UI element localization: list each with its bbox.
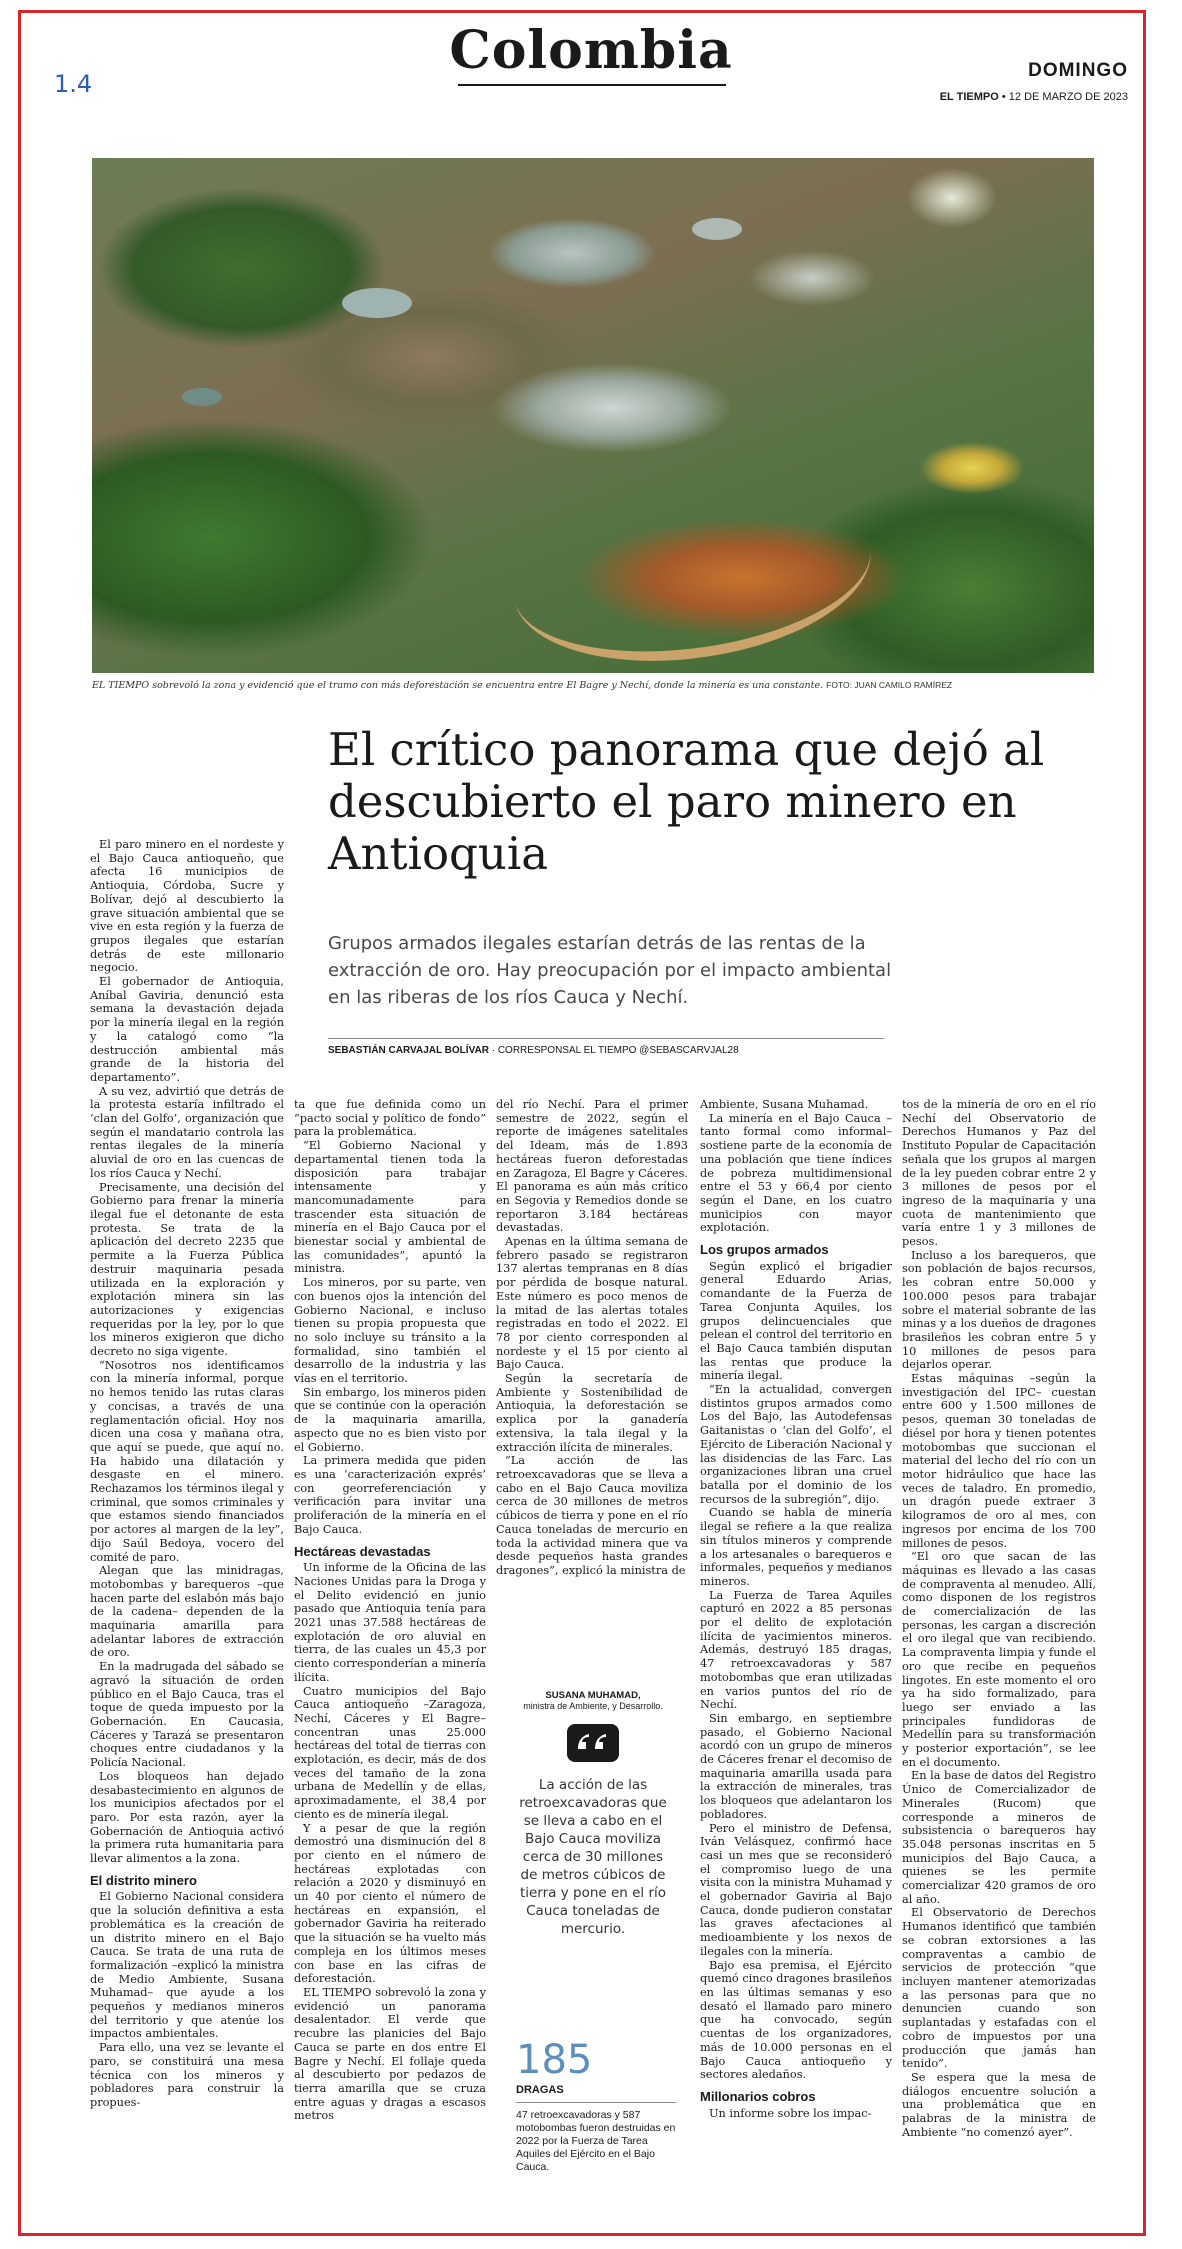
paragraph: Se espera que la mesa de diálogos encuentre solución a una problemática que en palabras de la ministra de Ambiente “no comenzó ayer”. [902,2070,1096,2139]
paragraph: Alegan que las minidragas, motobombas y barequeros –que hacen parte del eslabón más bajo de la cadena– dependen de la maquinaria amarilla para adelantar labores de extracción de oro. [90,1564,284,1660]
paragraph: “En la actualidad, convergen distintos grupos armados como Los del Bajo, las Autodefensas Gaitanistas o ‘clan del Golfo’, el Ejército de Liberación Nacional y las disidencias de las Farc. Las organizaciones libran una cruel batalla por el dominio de los recursos de la subregión”, dijo. [700,1383,892,1506]
text-column-5 [902,1098,1096,2139]
byline [328,1045,739,1056]
paragraph: tos de la minería de oro en el río Nechí del Observatorio de Derechos Humanos y Paz del Instituto Popular de Capacitación señala que los grupos al margen de la ley pueden cobrar entre 2 y 3 millones de pesos por el ingreso de la maquinaria y una cuota de mantenimiento que varía entre 1 y 3 millones de pesos. [902,1098,1096,1249]
paragraph: Incluso a los barequeros, que son población de bajos recursos, les cobran entre 50.000 y 100.000 pesos para trabajar sobre el material sobrante de las minas y a los dueños de dragones brasileños les cobran entre 5 y 10 millones de pesos para dejarlos operar. [902,1248,1096,1372]
paragraph: El Gobierno Nacional considera que la solución definitiva a esta problemática es la creación de un distrito minero en el Bajo Cauca. Se trata de una ruta de formalización –explicó la ministra de Medio Ambiente, Susana Muhamad– que ayude a los pequeños y medianos mineros del territorio y que atenúe los impactos ambientales. [90,1890,284,2041]
paragraph: En la madrugada del sábado se agravó la situación de orden público en el Bajo Cauca, tras el toque de queda impuesto por la Gobernación. En Caucasia, Cáceres y Tarazá se presentaron choques entre ciudadanos y la Policía Nacional. [90,1660,284,1770]
dateline [940,91,1128,103]
paragraph: Bajo esa premisa, el Ejército quemó cinco dragones brasileños en las últimas semanas y eso desató el llamado paro minero que ha convocado, según cuentas de los organizadores, más de 10.000 personas en el Bajo Cauca antioqueño y sectores aledaños. [700,1958,892,2082]
issue-date: • 12 DE MARZO DE 2023 [1001,91,1128,103]
paragraph: del río Nechí. Para el primer semestre de 2022, según el reporte de imágenes satelitales del Ideam, más de 1.893 hectáreas fueron deforestadas en Zaragoza, El Bagre y Cáceres. El panorama es aún más crítico en Segovia y Remedios donde se reportaron 3.184 hectáreas devastadas. [496,1098,688,1235]
paragraph: Cuatro municipios del Bajo Cauca antioqueño –Zaragoza, Nechí, Cáceres y El Bagre– concentran unas 25.000 hectáreas del total de tierras con explotación, es decir, más de dos veces del tamaño de la zona urbana de Medellín y de ellas, aproximadamente, el 38,4 por ciento es de minería ilegal. [294,1684,486,1821]
newspaper-name: EL TIEMPO [939,91,999,103]
paragraph: Pero el ministro de Defensa, Iván Velásquez, confirmó hace casi un mes que se reconsideró el compromiso luego de una visita con la ministra Muhamad y el gobernador Gaviria al Bajo Cauca, donde pudieron constatar las graves afectaciones al medioambiente y los nexos de ilegales con la minería. [700,1821,892,1958]
subheading: Los grupos armados [700,1242,829,1258]
paragraph: Un informe sobre los impac- [709,2106,872,2120]
paragraph: En la base de datos del Registro Único de Comercializador de Minerales (Rucom) que corresponde a mineros de subsistencia o barequeros hay 35.048 personas inscritas en 5 municipios del Bajo Cauca, a quienes se les permite comercializar 420 gramos de oro al año. [902,1769,1096,1906]
photo-pond [182,388,222,406]
article-headline: El crítico panorama que dejó al descubierto el paro minero en Antioquia [328,723,1045,880]
paragraph: Estas máquinas –según la investigación del IPC– cuestan entre 600 y 1.500 millones de pesos, queman 30 toneladas de diésel por hora y tienen potentes motobombas que succionan el material del lecho del río con un motor hidráulico que hace las veces de taladro. En promedio, un dragón puede extraer 3 kilogramos de oro al mes, con ingresos por encima de los 700 millones de pesos. [902,1372,1096,1550]
subheading: Hectáreas devastadas [294,1543,431,1559]
paragraph: “La acción de las retroexcavadoras que se lleva a cabo en el Bajo Cauca moviliza cerca de 30 millones de metros cúbicos de tierra y pone en el río Cauca toneladas de mercurio en toda la actividad minera que va desde pequeños hasta grandes dragones”, explicó la ministra de [496,1454,688,1577]
paragraph: La minería en el Bajo Cauca –tanto formal como informal– sostiene parte de la economía de una población que tiene índices de pobreza multidimensional entre el 53 y 66,4 por ciento según el Dane, en los cuatro municipios con mayor explotación. [700,1111,892,1235]
paragraph: Para ello, una vez se levante el paro, se constituirá una mesa técnica con los mineros y pobladores para construir la propues- [90,2041,284,2109]
header-rule [458,84,726,86]
stat-number: 185 [516,2037,593,2083]
stat-rule [516,2102,676,2103]
paragraph: Sin embargo, los mineros piden que se continúe con la operación de la maquinaria amarilla, aspecto que no es bien visto por el Gobierno. [294,1385,486,1454]
paragraph: “El oro que sacan de las máquinas es llevado a las casas de compraventa al menudeo. Allí, como disponen de los registros de comercialización de las personas, les cargan a discreción el oro ilegal que van recibiendo. La compraventa limpia y funde el oro que recibe en pequeños lingotes. En este momento el oro ya ha sido formalizado, para luego ser enviado a las principales fundidoras de Medellín para su transformación y posterior exportación”, se lee en el documento. [902,1550,1096,1769]
paragraph: La Fuerza de Tarea Aquiles capturó en 2022 a 85 personas por el delito de explotación ilícita de yacimientos mineros. Además, destruyó 185 dragas, 47 retroexcavadoras y 587 motobombas que eran utilizadas en varios puntos del río de Nechí. [700,1588,892,1712]
paragraph: “El Gobierno Nacional y departamental tienen toda la disposición para trabajar intensamente y mancomunadamente para trascender esta situación de minería en el Bajo Cauca por el bienestar social y ambiental de las comunidades”, apuntó la ministra. [294,1139,486,1276]
subheading: Millonarios cobros [700,2088,816,2104]
byline-rule [328,1038,884,1039]
paragraph: Y a pesar de que la región demostró una disminución del 8 por ciento en el número de hectáreas explotadas con relación a 2020 y disminuyó en un 40 por ciento el número de hectáreas en expansión, el gobernador Gaviria ha reiterado que la situación se ha vuelto más compleja en los últimos meses con base en las cifras de deforestación. [294,1821,486,1986]
text-column-1 [90,838,284,2110]
paragraph: Según explicó el brigadier general Eduardo Arias, comandante de la Fuerza de Tarea Conjunta Aquiles, los grupos delincuenciales que pelean el control del territorio en el Bajo Cauca también disputan las rentas que produce la minería ilegal. [700,1259,892,1383]
subheading: El distrito minero [90,1872,197,1888]
photo-river [502,464,882,673]
weekday: DOMINGO [1028,60,1128,81]
caption-text: EL TIEMPO sobrevoló la zona y evidenció que el tramo con más deforestación se encuentra entre El Bagre y Nechí, donde la minería es una constante. [92,680,824,691]
stat-label: DRAGAS [516,2084,564,2096]
section-title: Colombia [449,20,733,81]
aerial-photo [92,158,1094,673]
paragraph: “Nosotros nos identificamos con la minería informal, porque no hemos tenido las rutas claras y concisas, a través de una reglamentación oficial. Hoy nos dicen una cosa y mañana otra, que aquí se puede, que aquí no. Ha habido una dilatación y desgaste en el minero. Rechazamos los términos ilegal y criminal, que somos criminales y que estamos siendo financiados por actores al margen de la ley”, dijo Saúl Bedoya, vocero del comité de paro. [90,1358,284,1564]
text-column-2 [294,1098,486,2123]
paragraph: Sin embargo, en septiembre pasado, el Gobierno Nacional acordó con un grupo de mineros de Cáceres frenar el decomiso de maquinaria amarilla usada para la extracción de minerales, tras los bloqueos que adelantaron los pobladores. [700,1711,893,1821]
stat-box [516,2038,676,2174]
paragraph: ta que fue definida como un “pacto social y político de fondo” para la problemática. [294,1098,486,1139]
paragraph: El gobernador de Antioquia, Aníbal Gaviria, denunció esta semana la devastación dejada por la minería ilegal en la región y la catalogó como “la destrucción ambiental más grande de la historia del departamento”. [90,975,284,1084]
pull-quote [516,1690,670,1938]
quote-speaker-role: ministra de Ambiente, y Desarrollo. [523,1701,663,1711]
paragraph: A su vez, advirtió que detrás de la protesta estaría infiltrado el ‘clan del Golfo’, organización que según el mandatario controla las rentas ilegales de la minería aluvial de oro en las cuencas de los ríos Cauca y Nechí. [90,1084,284,1180]
paragraph: Apenas en la última semana de febrero pasado se registraron 137 alertas tempranas en 8 días por pérdida de bosque natural. Este número es poco menos de la mitad de las alertas totales registradas en todo el 2022. El 78 por ciento corresponden al nordeste y el 15 por ciento al Bajo Cauca. [496,1235,688,1372]
paragraph: Los bloqueos han dejado desabastecimiento en algunos de los municipios afectados por el paro. Por esta razón, ayer la Gobernación de Antioquia activó la primera ruta humanitaria para llevar alimentos a la zona. [90,1769,284,1866]
paragraph: Cuando se habla de minería ilegal se refiere a la que realiza sin títulos mineros y comprende a los artesanales o barequeros e informales, pequeños y medianos mineros. [700,1506,892,1588]
page-number: 1.4 [54,70,93,98]
paragraph: El paro minero en el nordeste y el Bajo Cauca antioqueño, que afecta 16 municipios de Antioquia, Córdoba, Sucre y Bolívar, dejó al descubierto la grave situación ambiental que se vive en esta región y la fuerza de grupos ilegales que estarían detrás de este millonario negocio. [90,838,284,975]
paragraph: Según la secretaría de Ambiente y Sostenibilidad de Antioquia, la deforestación se explica por la ganadería extensiva, la tala ilegal y la extracción ilícita de minerales. [496,1372,688,1454]
quote-marks-icon [565,1722,621,1764]
photo-caption [92,680,1094,691]
paragraph: La primera medida que piden es una ‘caracterización exprés’ con georreferenciación y verificación para invitar una proliferación de la minería en el Bajo Cauca. [294,1454,486,1536]
author-role: · CORRESPONSAL EL TIEMPO @SEBASCARVJAL28 [488,1045,739,1056]
paragraph: El Observatorio de Derechos Humanos identificó que también se cobran extorsiones a las compraventas a cambio de servicios de protección “que incluyen mantener atemorizadas a las personas para que no denuncien cuando son suplantadas y estafadas con el cobro de impuestos por una producción que jamás han tenido”. [902,1906,1096,2071]
paragraph: Un informe de la Oficina de las Naciones Unidas para la Droga y el Delito evidenció en junio pasado que Antioquia tenía para 2021 unas 37.588 hectáreas de explotación de oro aluvial en tierra, de las cuales un 45,3 por ciento corresponderían a minería ilícita. [294,1561,486,1684]
article-deck: Grupos armados ilegales estarían detrás de las rentas de la extracción de oro. Hay preocupación por el impacto ambiental en las riberas de los ríos Cauca y Nechí. [328,933,892,1008]
paragraph: Ambiente, Susana Muhamad. [700,1098,869,1111]
text-column-3 [496,1098,688,1578]
paragraph: Los mineros, por su parte, ven con buenos ojos la intención del Gobierno Nacional, e incluso tienen su propia propuesta que no solo incluye su tránsito a la formalidad, sino también el desarrollo de la industria y las vías en el territorio. [294,1276,486,1386]
stat-description: 47 retroexcavadoras y 587 motobombas fueron destruidas en 2022 por la Fuerza de Tarea Aquiles del Ejército en el Bajo Cauca. [516,2109,676,2173]
author-name: SEBASTIÁN CARVAJAL BOLÍVAR [328,1045,489,1056]
photo-pond [342,288,412,318]
paragraph: EL TIEMPO sobrevoló la zona y evidenció un panorama desalentador. El verde que recubre las planicies del Bajo Cauca se parte en dos entre El Bagre y Nechí. El follaje queda al descubierto por pedazos de tierra amarilla que se cruza entre aguas y dragas a escasos metros [294,1986,486,2123]
paragraph: Precisamente, una decisión del Gobierno para frenar la minería ilegal fue el detonante de esta protesta. Se trata de la aplicación del decreto 2235 que permite a la Fuerza Pública destruir maquinaria pesada utilizada en la exploración y explotación minera sin las autorizaciones y exigencias requeridas por la ley, por lo que los mineros exigieron que dicho decreto no siga vigente. [90,1180,284,1359]
photo-pond [692,218,742,240]
quote-text: La acción de las retroexcavadoras que se lleva a cabo en el Bajo Cauca moviliza cerca de 30 millones de metros cúbicos de tierra y pone en el río Cauca toneladas de mercurio. [519,1777,667,1937]
text-column-4 [700,1098,892,2120]
photo-credit: FOTO: JUAN CAMILO RAMÍREZ [826,680,953,690]
quote-speaker: SUSANA MUHAMAD, [545,1690,641,1701]
